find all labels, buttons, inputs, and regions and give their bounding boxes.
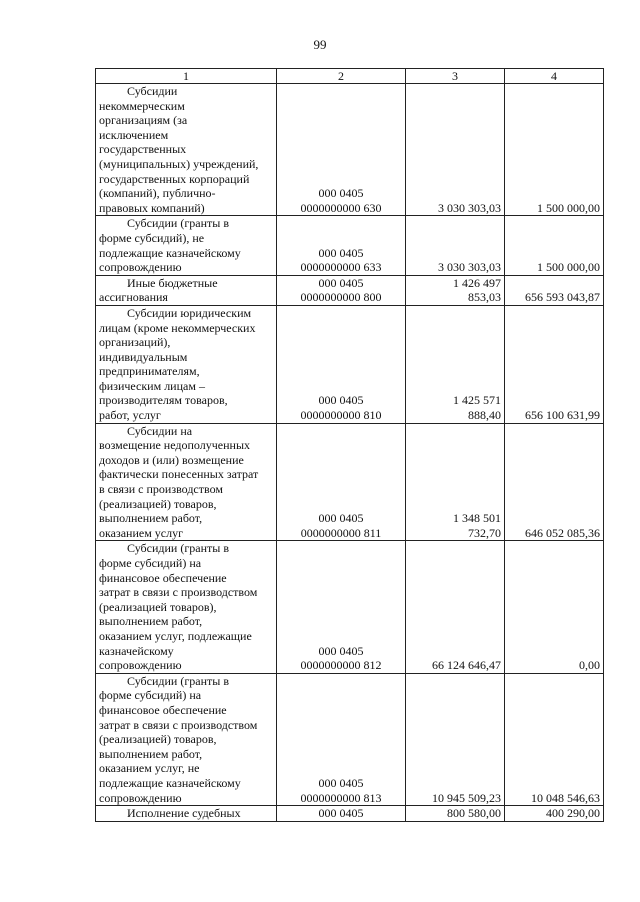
cell-text-line: финансовое обеспечение (99, 570, 227, 585)
cell-text-line: некоммерческим (99, 98, 185, 113)
cell-text-line: Субсидии (гранты в (127, 216, 229, 231)
cell-text-line: 0000000000 812 (300, 658, 382, 673)
cell-text-line: предпринимателям, (99, 364, 200, 379)
cell-text-line: оказанием услуг, подлежащие (99, 628, 252, 643)
cell-text-line: 0000000000 630 (300, 200, 382, 215)
page-number: 99 (313, 37, 327, 52)
cell-text-line: выполнением работ, (99, 746, 203, 761)
row-code-cell (277, 216, 406, 275)
row-code-cell (277, 423, 406, 541)
cell-text-line: казначейскому (99, 643, 174, 658)
row-code-cell (277, 275, 406, 305)
cell-text-line: в связи с производством (99, 482, 223, 497)
row-value-col4-cell (505, 806, 604, 822)
row-code-cell (277, 541, 406, 673)
cell-text-line: (муниципальных) учреждений, (99, 156, 259, 171)
cell-text-line: исключением (99, 127, 169, 142)
cell-text-line: индивидуальным (99, 349, 188, 364)
cell-text-line: 0000000000 633 (300, 260, 382, 275)
cell-text-line: 66 124 646,47 (432, 658, 501, 673)
cell-text-line: 0000000000 810 (300, 408, 382, 423)
cell-text-line: 646 052 085,36 (525, 525, 600, 540)
row-value-col4-cell (505, 275, 604, 305)
cell-text-line: возмещение недополученных (99, 438, 251, 453)
cell-text-line: Субсидии (127, 84, 178, 98)
cell-text-line: 0000000000 813 (300, 790, 382, 805)
row-name-cell (96, 541, 277, 673)
table-row (96, 305, 604, 423)
cell-text-line: 000 0405 (318, 275, 364, 290)
cell-text-line: форме субсидий) на (99, 556, 202, 570)
cell-text-line: 000 0405 (318, 393, 364, 408)
row-value-col3-cell (406, 673, 505, 805)
cell-text-line: подлежащие казначейскому (99, 775, 241, 790)
row-name-cell (96, 275, 277, 305)
cell-text-line: (реализацией товаров), (99, 599, 217, 614)
cell-text-line: (компаний), публично- (99, 186, 216, 201)
cell-text-line: Субсидии (гранты в (127, 541, 229, 556)
row-value-col4-cell (505, 216, 604, 275)
column-header-2: 2 (277, 69, 406, 84)
row-value-col4-cell (505, 423, 604, 541)
table-row (96, 423, 604, 541)
cell-text-line: 000 0405 (318, 806, 364, 821)
cell-text-line: 0000000000 811 (300, 525, 382, 540)
cell-text-line: выполнением работ, (99, 511, 203, 526)
cell-text-line: 1 500 000,00 (537, 260, 600, 275)
cell-text-line: организациям (за (99, 113, 188, 128)
table-body (96, 84, 604, 822)
cell-text-line: 10 945 509,23 (432, 790, 501, 805)
cell-text-line: оказанием услуг, не (99, 761, 200, 776)
cell-text-line: форме субсидий), не (99, 230, 205, 245)
row-value-col3-cell (406, 275, 505, 305)
table-row (96, 806, 604, 822)
cell-text-line: 1 348 501 (453, 511, 501, 526)
row-name-cell (96, 305, 277, 423)
cell-text-line: 853,03 (468, 290, 501, 305)
cell-text-line: 400 290,00 (546, 806, 600, 821)
cell-text-line: правовых компаний) (99, 200, 205, 215)
cell-text-line: фактически понесенных затрат (99, 467, 259, 482)
cell-text-line: форме субсидий) на (99, 688, 202, 703)
row-value-col3-cell (406, 806, 505, 822)
row-value-col3-cell (406, 305, 505, 423)
table-row (96, 216, 604, 275)
cell-text-line: физическим лицам – (99, 378, 205, 393)
cell-text-line: государственных (99, 142, 187, 157)
budget-table (95, 68, 604, 822)
row-code-cell (277, 673, 406, 805)
row-name-cell (96, 216, 277, 275)
cell-text-line: затрат в связи с производством (99, 585, 258, 600)
cell-text-line: 000 0405 (318, 775, 364, 790)
row-value-col4-cell (505, 305, 604, 423)
row-name-cell (96, 423, 277, 541)
row-value-col4-cell (505, 541, 604, 673)
cell-text-line: подлежащие казначейскому (99, 245, 241, 260)
column-header-3: 3 (406, 69, 505, 84)
table-header-row (96, 69, 604, 84)
cell-text-line: 0,00 (579, 658, 600, 673)
cell-text-line: (реализацией) товаров, (99, 496, 217, 511)
cell-text-line: 1 426 497 (453, 275, 501, 290)
cell-text-line: лицам (кроме некоммерческих (99, 320, 256, 335)
cell-text-line: 3 030 303,03 (438, 260, 501, 275)
cell-text-line: 10 048 546,63 (531, 790, 600, 805)
cell-text-line: (реализацией) товаров, (99, 732, 217, 747)
row-value-col3-cell (406, 423, 505, 541)
cell-text-line: Субсидии на (127, 423, 193, 438)
cell-text-line: 000 0405 (318, 186, 364, 201)
cell-text-line: 888,40 (468, 408, 501, 423)
row-name-cell (96, 806, 277, 822)
cell-text-line: Субсидии юридическим (127, 305, 252, 320)
row-value-col3-cell (406, 216, 505, 275)
cell-text-line: 0000000000 800 (300, 290, 382, 305)
cell-text-line: работ, услуг (99, 408, 161, 423)
cell-text-line: 656 100 631,99 (525, 408, 600, 423)
cell-text-line: 1 425 571 (453, 393, 501, 408)
row-code-cell (277, 305, 406, 423)
column-header-1: 1 (96, 69, 277, 84)
table-row (96, 275, 604, 305)
table-row (96, 673, 604, 805)
cell-text-line: затрат в связи с производством (99, 717, 258, 732)
cell-text-line: производителям товаров, (99, 393, 228, 408)
cell-text-line: 000 0405 (318, 245, 364, 260)
cell-text-line: сопровождению (99, 658, 182, 673)
row-code-cell (277, 84, 406, 216)
table-row (96, 84, 604, 216)
row-value-col3-cell (406, 84, 505, 216)
row-code-cell (277, 806, 406, 822)
cell-text-line: 800 580,00 (447, 806, 501, 821)
cell-text-line: ассигнования (99, 290, 168, 305)
row-name-cell (96, 673, 277, 805)
cell-text-line: Субсидии (гранты в (127, 673, 229, 688)
row-value-col4-cell (505, 673, 604, 805)
cell-text-line: Исполнение судебных (127, 806, 241, 821)
cell-text-line: финансовое обеспечение (99, 702, 227, 717)
cell-text-line: сопровождению (99, 260, 182, 275)
column-header-4: 4 (505, 69, 604, 84)
cell-text-line: сопровождению (99, 790, 182, 805)
cell-text-line: 732,70 (468, 525, 501, 540)
cell-text-line: 3 030 303,03 (438, 200, 501, 215)
cell-text-line: 000 0405 (318, 511, 364, 526)
row-value-col3-cell (406, 541, 505, 673)
cell-text-line: государственных корпораций (99, 171, 250, 186)
cell-text-line: 000 0405 (318, 643, 364, 658)
cell-text-line: доходов и (или) возмещение (99, 452, 244, 467)
row-name-cell (96, 84, 277, 216)
cell-text-line: 656 593 043,87 (525, 290, 600, 305)
cell-text-line: выполнением работ, (99, 614, 203, 629)
cell-text-line: 1 500 000,00 (537, 200, 600, 215)
cell-text-line: организаций), (99, 335, 171, 350)
table-row (96, 541, 604, 673)
cell-text-line: Иные бюджетные (127, 275, 218, 290)
row-value-col4-cell (505, 84, 604, 216)
cell-text-line: оказанием услуг (99, 525, 184, 540)
